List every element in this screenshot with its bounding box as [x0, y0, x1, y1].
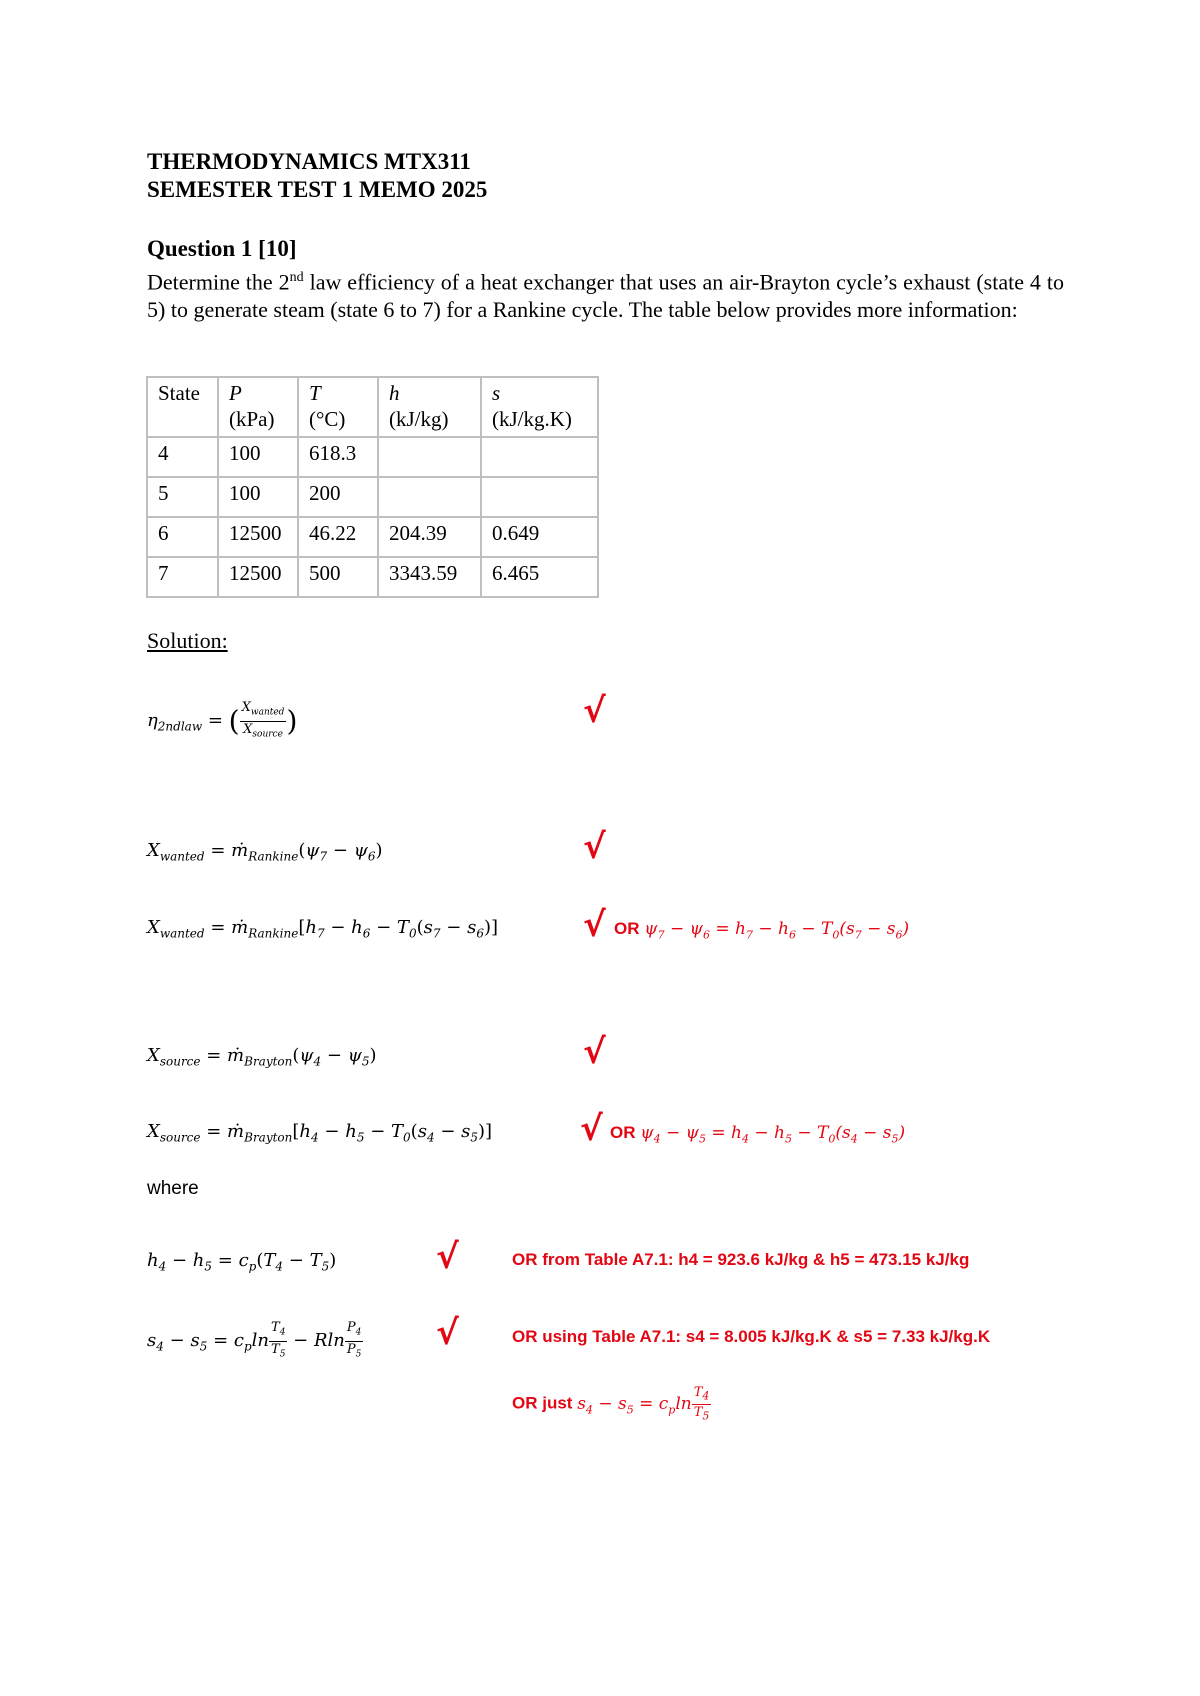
- table-cell: 5: [147, 477, 218, 517]
- equation-efficiency: $\eta_{2ndlaw}$ = ( $\frac{X_{wanted}}{X_{source}}$ ): [147, 700, 298, 740]
- table-cell: 6: [147, 517, 218, 557]
- state-table: [146, 376, 599, 598]
- table-cell: 46.22: [298, 517, 378, 557]
- where-label: where: [147, 1178, 199, 1199]
- table-note-enthalpy: OR from Table A7.1: h4 = 923.6 kJ/kg & h5 = 473.15 kJ/kg: [512, 1250, 970, 1269]
- header-temperature-unit: (°C): [309, 407, 346, 431]
- header-entropy-symbol: s: [492, 381, 501, 405]
- header-state-label: State: [158, 381, 200, 405]
- solution-label: Solution:: [147, 628, 228, 653]
- header-entropy-unit: (kJ/kg.K): [492, 407, 572, 431]
- header-entropy: [481, 377, 598, 437]
- header-pressure-unit: (kPa): [229, 407, 275, 431]
- question-text: [147, 264, 1064, 324]
- table-cell: 12500: [218, 517, 298, 557]
- check-mark: √: [583, 1032, 606, 1072]
- document-subtitle: SEMESTER TEST 1 MEMO 2025: [147, 177, 488, 202]
- question-title: Question 1 [10]: [147, 236, 297, 261]
- table-cell: [378, 437, 481, 477]
- table-row: [147, 477, 598, 517]
- or-just-label: OR just: [512, 1393, 573, 1413]
- table-cell: [481, 437, 598, 477]
- table-row: [147, 557, 598, 597]
- table-cell: 4: [147, 437, 218, 477]
- table-cell: 12500: [218, 557, 298, 597]
- question-text-rest: law efficiency of a heat exchanger that uses an air-Brayton cycle’s exhaust (state 4 to 5) to generate steam (state 6 to 7) for a Rankine cycle. The table below provides more information:: [147, 269, 1064, 323]
- alternative-note-rankine: OR $\psi_7 - \psi_6 = h_7 - h_6 - T_0(s_7 - s_6)$: [614, 919, 910, 942]
- equation-x-source-expanded: $X_{source}$ = $ṁ_{Brayton}[h_4 - h_5 - T_0(s_4 - s_5)]$: [147, 1121, 493, 1145]
- question-text-start: Determine the 2: [147, 269, 290, 295]
- equation-enthalpy-difference: $h_4 - h_5 = c_p(T_4 - T_5)$: [147, 1250, 337, 1274]
- equation-x-source: $X_{source}$ = $ṁ_{Brayton}(\psi_4 - \psi_5)$: [147, 1045, 377, 1069]
- header-pressure-symbol: P: [229, 381, 242, 405]
- header-pressure: [218, 377, 298, 437]
- check-mark: √: [436, 1313, 459, 1353]
- table-cell: 100: [218, 477, 298, 517]
- table-note-entropy: OR using Table A7.1: s4 = 8.005 kJ/kg.K & s5 = 7.33 kJ/kg.K: [512, 1327, 991, 1346]
- table-cell: 0.649: [481, 517, 598, 557]
- check-mark: √: [583, 905, 606, 945]
- check-mark: √: [580, 1109, 603, 1149]
- header-temperature: [298, 377, 378, 437]
- table-cell: 6.465: [481, 557, 598, 597]
- table-header-row: [147, 377, 598, 437]
- question-text-sup: nd: [289, 270, 304, 285]
- table-row: [147, 437, 598, 477]
- header-enthalpy-symbol: h: [389, 381, 400, 405]
- table-row: [147, 517, 598, 557]
- or-label: OR: [614, 919, 640, 938]
- header-state: [147, 377, 218, 437]
- table-cell: 618.3: [298, 437, 378, 477]
- check-mark: √: [583, 691, 606, 731]
- or-label: OR: [610, 1123, 636, 1142]
- check-mark: √: [583, 827, 606, 867]
- table-cell: 500: [298, 557, 378, 597]
- header-enthalpy: [378, 377, 481, 437]
- table-cell: 7: [147, 557, 218, 597]
- equation-x-wanted: $X_{wanted}$ = $ṁ_{Rankine}(\psi_7 - \psi_6)$: [147, 840, 383, 864]
- alternative-note-entropy: OR just $s_4 - s_5 = c_p\ln$ $\frac{T_4}{T_5}$: [512, 1385, 710, 1423]
- table-cell: 3343.59: [378, 557, 481, 597]
- check-mark: √: [436, 1237, 459, 1277]
- document-title: THERMODYNAMICS MTX311: [147, 149, 471, 174]
- table-cell: 100: [218, 437, 298, 477]
- alternative-note-brayton: OR $\psi_4 - \psi_5 = h_4 - h_5 - T_0(s_4 - s_5)$: [610, 1123, 906, 1146]
- table-cell: 204.39: [378, 517, 481, 557]
- equation-x-wanted-expanded: $X_{wanted}$ = $ṁ_{Rankine}[h_7 - h_6 - T_0(s_7 - s_6)]$: [147, 917, 499, 941]
- table-cell: [481, 477, 598, 517]
- header-enthalpy-unit: (kJ/kg): [389, 407, 449, 431]
- header-temperature-symbol: T: [309, 381, 321, 405]
- equation-entropy-difference: $s_4 - s_5 = c_p\ln$ $\frac{T_4}{T_5}$ − Rln $\frac{P_4}{P_5}$: [147, 1320, 362, 1360]
- table-cell: [378, 477, 481, 517]
- table-cell: 200: [298, 477, 378, 517]
